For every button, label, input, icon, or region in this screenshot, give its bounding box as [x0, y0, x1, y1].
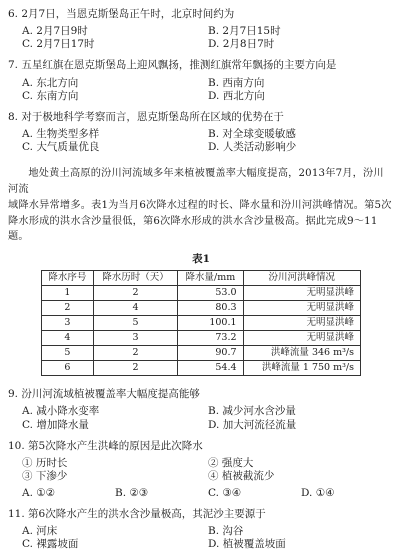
- option-c[interactable]: C. 东南方向: [22, 89, 79, 102]
- option-a[interactable]: A. 2月7日9时: [22, 25, 88, 38]
- table-row: [42, 346, 361, 361]
- column-header: 降水历时（天）: [93, 271, 178, 286]
- question-7-options: [22, 77, 394, 103]
- table-row: [42, 301, 361, 316]
- table-row: [42, 286, 361, 301]
- table-row: [42, 331, 361, 346]
- option-d[interactable]: D. 人类活动影响少: [208, 141, 297, 153]
- option-d[interactable]: D. ①④: [301, 487, 335, 500]
- question-10-stem: 10. 第5次降水产生洪峰的原因是此次降水: [8, 439, 203, 452]
- table-cell: 无明显洪峰: [243, 301, 360, 316]
- option-a[interactable]: A. 减小降水变率: [22, 405, 100, 418]
- question-10-items: [22, 457, 394, 483]
- exam-page: [8, 8, 394, 552]
- question-11-options: [22, 525, 394, 551]
- option-b[interactable]: B. 减少河水含沙量: [208, 405, 296, 418]
- passage-line: 降水形成的洪水含沙量很低，第6次降水形成的洪水含沙量极高。据此完成9～11题。: [8, 215, 378, 243]
- question-8-options: [22, 128, 394, 154]
- option-a[interactable]: A. ①②: [22, 487, 56, 500]
- table-row: [42, 361, 361, 376]
- option-d[interactable]: D. 植被覆盖坡面: [208, 538, 286, 551]
- question-6-options: [22, 25, 394, 51]
- option-c[interactable]: C. 增加降水量: [22, 418, 89, 431]
- option-c[interactable]: C. ③④: [208, 487, 242, 500]
- statement-item: ① 历时长: [22, 456, 68, 469]
- table-cell: 100.1: [178, 316, 243, 331]
- column-header: 降水量/mm: [178, 271, 243, 286]
- precipitation-table: [41, 270, 361, 376]
- table-cell: 5: [93, 316, 178, 331]
- statement-item: ② 强度大: [208, 456, 254, 469]
- table-title: 表1: [192, 253, 210, 266]
- table-cell: 4: [42, 331, 94, 346]
- option-b[interactable]: B. 沟谷: [208, 525, 244, 538]
- table-cell: 2: [42, 301, 94, 316]
- table-cell: 3: [42, 316, 94, 331]
- question-10-options: [22, 487, 394, 500]
- question-11: [8, 508, 394, 551]
- option-b[interactable]: B. 对全球变暖敏感: [208, 127, 296, 140]
- option-b[interactable]: B. 2月7日15时: [208, 25, 281, 38]
- statement-item: ④ 植被截流少: [208, 469, 275, 482]
- table-cell: 54.4: [178, 361, 243, 376]
- option-b[interactable]: B. 西南方向: [208, 76, 265, 89]
- table-cell: 53.0: [178, 286, 243, 301]
- option-c[interactable]: C. 2月7日17时: [22, 38, 95, 51]
- column-header: 降水序号: [42, 271, 94, 286]
- table-cell: 73.2: [178, 331, 243, 346]
- reading-passage: [8, 166, 394, 245]
- table-cell: 2: [93, 361, 178, 376]
- question-9-options: [22, 405, 394, 431]
- question-8: [8, 111, 394, 154]
- option-a[interactable]: A. 生物类型多样: [22, 127, 100, 140]
- option-a[interactable]: A. 河床: [22, 525, 58, 538]
- table-header-row: [42, 271, 361, 286]
- option-a[interactable]: A. 东北方向: [22, 76, 79, 89]
- option-b[interactable]: B. ②③: [115, 487, 149, 500]
- table-cell: 5: [42, 346, 94, 361]
- table-cell: 2: [93, 286, 178, 301]
- passage-line: 域降水异常增多。表1为当月6次降水过程的时长、降水量和汾川河洪峰情况。第5次: [8, 199, 392, 211]
- option-d[interactable]: D. 加大河流径流量: [208, 418, 297, 431]
- table-cell: 80.3: [178, 301, 243, 316]
- table-cell: 无明显洪峰: [243, 316, 360, 331]
- option-d[interactable]: D. 2月8日7时: [208, 38, 275, 51]
- question-9: [8, 388, 394, 431]
- table-cell: 3: [93, 331, 178, 346]
- table-cell: 洪峰流量 346 m³/s: [243, 346, 360, 361]
- question-6: [8, 8, 394, 51]
- statement-item: ③ 下渗少: [22, 469, 68, 482]
- option-c[interactable]: C. 裸露坡面: [22, 538, 79, 551]
- question-9-stem: 9. 汾川河流域植被覆盖率大幅度提高能够: [8, 388, 200, 401]
- table-cell: 无明显洪峰: [243, 286, 360, 301]
- table-cell: 90.7: [178, 346, 243, 361]
- question-11-stem: 11. 第6次降水产生的洪水含沙量极高，其泥沙主要源于: [8, 508, 266, 521]
- question-8-stem: 8. 对于极地科学考察而言，恩克斯堡岛所在区域的优势在于: [8, 110, 284, 123]
- table-cell: 2: [93, 346, 178, 361]
- table-cell: 洪峰流量 1 750 m³/s: [243, 361, 360, 376]
- passage-line: 地处黄土高原的汾川河流域多年来植被覆盖率大幅度提高，2013年7月，汾川河流: [8, 168, 384, 195]
- option-c[interactable]: C. 大气质量优良: [22, 141, 100, 153]
- table-cell: 4: [93, 301, 178, 316]
- table-cell: 无明显洪峰: [243, 331, 360, 346]
- question-6-stem: 6. 2月7日，当恩克斯堡岛正午时，北京时间约为: [8, 8, 235, 20]
- column-header: 汾川河洪峰情况: [243, 271, 360, 286]
- option-d[interactable]: D. 西北方向: [208, 89, 265, 102]
- question-7-stem: 7. 五星红旗在恩克斯堡岛上迎风飘扬，推测红旗常年飘扬的主要方向是: [8, 59, 337, 72]
- table-row: [42, 316, 361, 331]
- table-cell: 6: [42, 361, 94, 376]
- question-7: [8, 59, 394, 102]
- question-10: [8, 440, 394, 501]
- table-cell: 1: [42, 286, 94, 301]
